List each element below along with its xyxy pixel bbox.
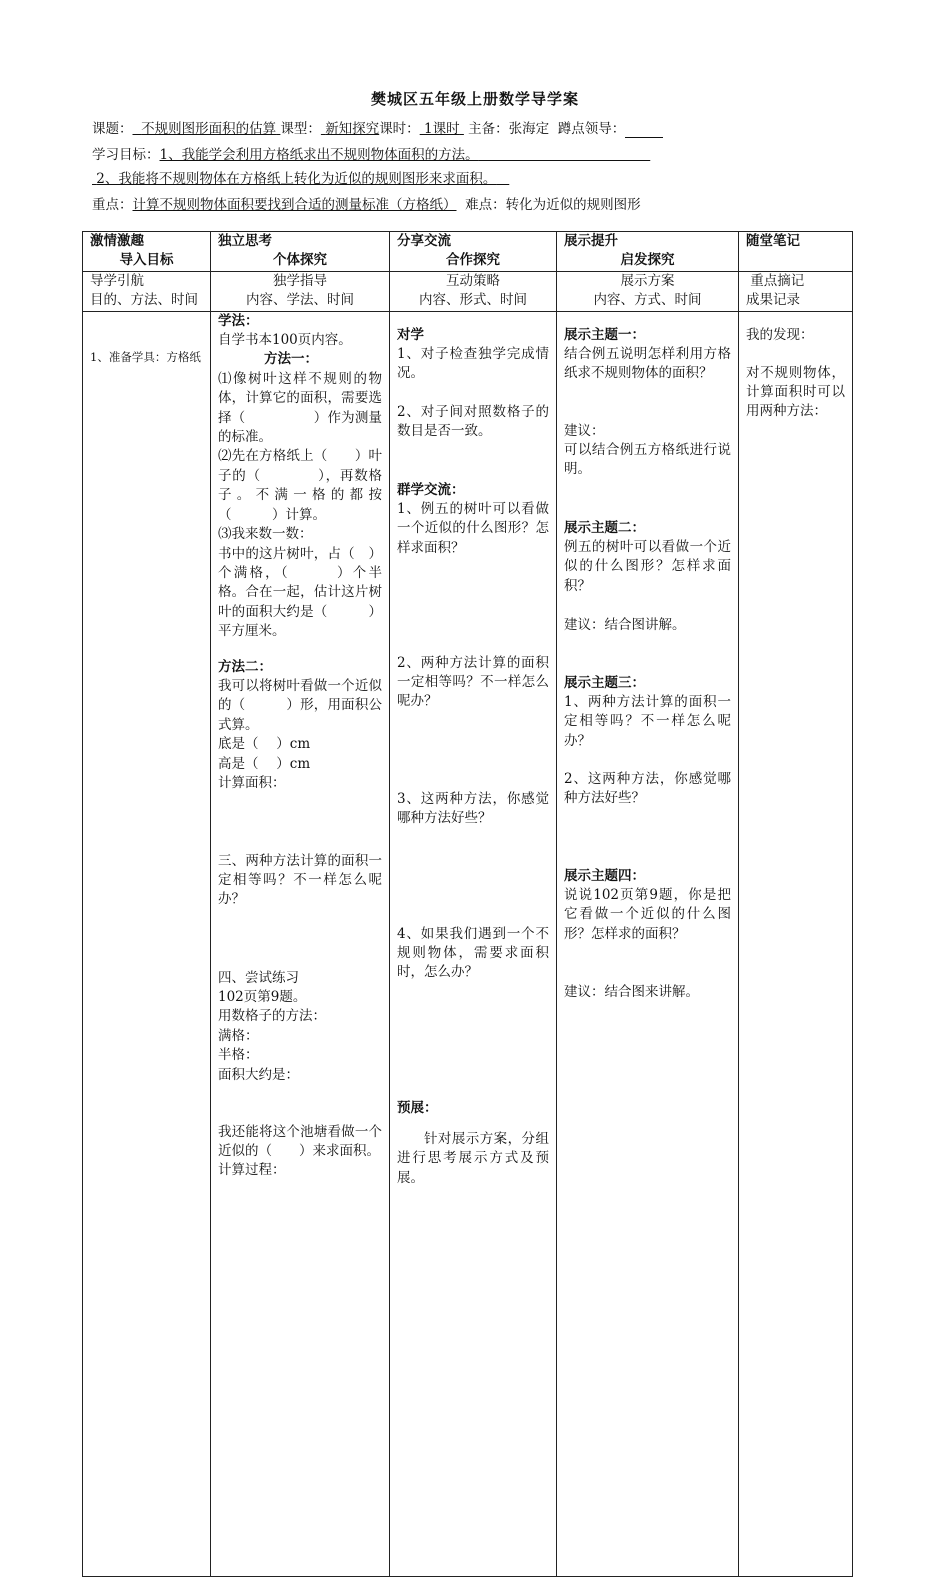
theme-1-suggestion-label: 建议： [564, 422, 605, 439]
theme-4-suggestion: 建议：结合图来讲解。 [564, 983, 699, 1000]
col-head-2: 独立思考 个体探究 [211, 232, 390, 272]
theme-4-label: 展示主题四： [564, 867, 645, 884]
method-1-q3-a: ⑶我来数一数： [218, 526, 313, 543]
method-2-base: 底是（ ）cm [218, 736, 311, 753]
col-head-1: 激情激趣 导入目标 [83, 232, 211, 272]
theme-4-text: 说说102页第9题，你是把它看做一个近似的什么图形？怎样求的面积？ [564, 887, 731, 942]
type-value: 新知探究 [325, 121, 380, 137]
leader-blank [625, 121, 663, 138]
col-sub-2: 独学指导 内容、学法、时间 [211, 271, 390, 311]
theme-3-text-2: 2、这两种方法，你感觉哪种方法好些？ [564, 770, 731, 807]
table-body-row [83, 311, 853, 1576]
leader-label: 蹲点领导： [557, 121, 626, 137]
method-2-title: 方法二： [218, 658, 272, 675]
header-line-goal [92, 143, 650, 163]
col-head-4: 展示提升 启发探究 [557, 232, 739, 272]
method-1-q2: ⑵先在方格纸上（ ）叶子的（ ），再数格子。不满一格的都按（ ）计算。 [218, 448, 382, 523]
pair-label: 对学 [397, 326, 424, 343]
goal-label: 学习目标： [92, 147, 160, 163]
practice-method: 用数格子的方法： [218, 1008, 326, 1025]
pond-question: 我还能将这个池塘看做一个近似的（ ）来求面积。 [218, 1123, 382, 1160]
pair-1: 1、对子检查独学完成情况。 [397, 346, 549, 382]
table-subheader-row [83, 271, 853, 311]
practice-area: 面积大约是： [218, 1066, 299, 1083]
col-sub-5: 重点摘记 成果记录 [739, 271, 853, 311]
question-3: 三、两种方法计算的面积一定相等吗？不一样怎么呢办？ [218, 852, 382, 908]
finding-label: 我的发现： [746, 326, 814, 343]
key-value: 计算不规则物体面积要找到合适的测量标准（方格纸） [132, 197, 457, 213]
method-1-title: 方法一： [264, 351, 318, 368]
theme-2-suggestion: 建议：结合图讲解。 [564, 616, 686, 633]
goal-1: 1、我能学会利用方格纸求出不规则物体面积的方法。 [159, 147, 479, 163]
theme-3-text-1: 1、两种方法计算的面积一定相等吗？不一样怎么呢办？ [564, 694, 731, 749]
group-3: 3、这两种方法，你感觉哪种方法好些？ [397, 790, 549, 827]
practice-half: 半格： [218, 1047, 259, 1064]
col-sub-4: 展示方案 内容、方式、时间 [557, 271, 739, 311]
theme-3-label: 展示主题三： [564, 674, 645, 691]
method-2-height: 高是（ ）cm [218, 755, 311, 772]
header-line-key [92, 193, 641, 213]
method-2-text: 我可以将树叶看做一个近似的（ ）形，用面积公式算。 [218, 678, 382, 733]
col-sub-3: 互动策略 内容、形式、时间 [390, 271, 557, 311]
header-line-1 [92, 117, 663, 138]
study-1: 自学书本100页内容。 [218, 332, 352, 349]
col-body-1 [83, 311, 211, 1576]
practice-full: 满格： [218, 1027, 259, 1044]
preview-text: 针对展示方案，分组进行思考展示方式及预展。 [397, 1131, 549, 1186]
topic-value: 不规则图形面积的估算 [141, 121, 277, 137]
col-body-4 [557, 311, 739, 1576]
col-sub-1: 导学引航 目的、方法、时间 [83, 271, 211, 311]
theme-1-label: 展示主题一： [564, 326, 645, 343]
group-1: 1、例五的树叶可以看做一个近似的什么图形？怎样求面积？ [397, 501, 549, 556]
group-label: 群学交流： [397, 481, 465, 498]
finding-text: 对不规则物体，计算面积时可以用两种方法： [746, 364, 845, 420]
method-1-q3-b: 书中的这片树叶，占（ ）个满格，（ ）个半格。合在一起，估计这片树叶的面积大约是（ ）平方厘米。 [218, 545, 382, 640]
practice-title: 四、尝试练习 [218, 969, 299, 986]
lesson-table [82, 231, 853, 1577]
preview-label: 预展： [397, 1099, 438, 1116]
hours-label: 课时： [379, 121, 420, 137]
goal-2: 2、我能将不规则物体在方格纸上转化为近似的规则图形来求面积。 [96, 171, 497, 187]
method-2-calc: 计算面积： [218, 775, 286, 792]
key-label: 重点： [92, 197, 133, 213]
type-label: 课型： [280, 121, 321, 137]
hours-value: 1课时 [423, 121, 460, 137]
topic-label: 课题： [92, 121, 133, 137]
pair-2: 2、对子间对照数格子的数目是否一致。 [397, 403, 549, 440]
col-body-5 [739, 311, 853, 1576]
theme-1-text: 结合例五说明怎样利用方格纸求不规则物体的面积？ [564, 346, 731, 382]
lead-label: 主备：张海定 [468, 121, 550, 137]
theme-2-text: 例五的树叶可以看做一个近似的什么图形？怎样求面积？ [564, 539, 731, 594]
study-label: 学法： [218, 312, 259, 329]
group-2: 2、两种方法计算的面积一定相等吗？不一样怎么呢办？ [397, 654, 549, 710]
page-title: 樊城区五年级上册数学导学案 [370, 90, 579, 108]
prep-text: 1、准备学具：方格纸 [90, 349, 201, 364]
col-body-2 [211, 311, 390, 1576]
practice-page: 102页第9题。 [218, 989, 307, 1006]
theme-2-label: 展示主题二： [564, 519, 645, 536]
header-line-goal-2 [92, 167, 509, 187]
difficulty-label: 难点：转化为近似的规则图形 [465, 197, 641, 213]
method-1-q1: ⑴像树叶这样不规则的物体，计算它的面积，需要选择（ ）作为测量的标准。 [218, 370, 382, 446]
col-head-3: 分享交流 合作探究 [390, 232, 557, 272]
col-head-5: 随堂笔记 [739, 232, 853, 272]
table-header-row [83, 232, 853, 272]
group-4: 4、如果我们遇到一个不规则物体，需要求面积时，怎么办？ [397, 925, 549, 981]
theme-1-suggestion: 可以结合例五方格纸进行说明。 [564, 442, 731, 478]
col-body-3 [390, 311, 557, 1576]
pond-calc: 计算过程： [218, 1162, 286, 1179]
